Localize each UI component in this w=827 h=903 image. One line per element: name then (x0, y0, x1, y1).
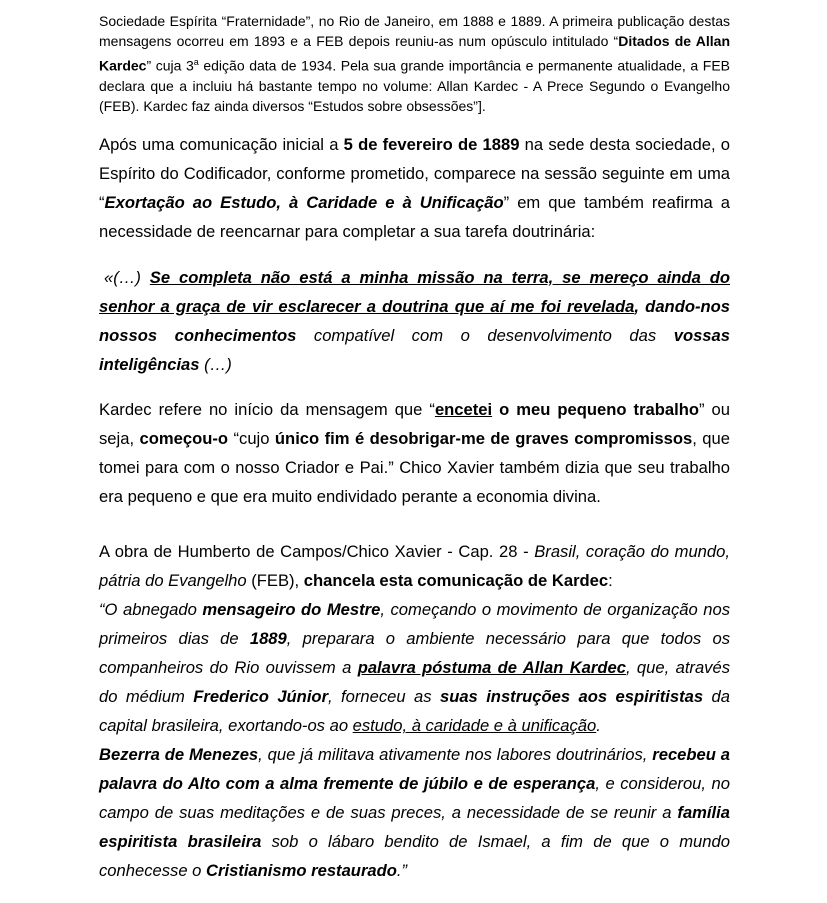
paragraph-kardec-refers (99, 395, 730, 511)
text: ” cuja 3 (146, 57, 194, 74)
bold-italic-text: , dando-nos nossos conhecimentos (99, 296, 730, 345)
italic-text: , preparara o ambiente necessário para que todos os companheiros do Rio ouvissem a (99, 629, 730, 678)
bold-title: Ditados de Allan Kardec (99, 33, 730, 74)
italic-text: , e considerou, no campo de suas meditações e de suas preces, a necessidade de se reunir a (99, 774, 730, 823)
bold-date: 5 de fevereiro de 1889 (343, 135, 520, 155)
quote-bezerra (99, 740, 730, 885)
bold-italic-text: Cristianismo restaurado (206, 861, 397, 881)
italic-text: , forneceu as (328, 687, 440, 707)
bold-italic-text: 1889 (249, 629, 287, 649)
italic-book-title: Brasil, coração do mundo, pátria do Evangelho (99, 542, 730, 591)
text: ” ou seja, (99, 400, 731, 449)
italic-text: da capital brasileira, exortando-os ao (99, 687, 731, 736)
bold-italic-text: recebeu a palavra do Alto com a alma fremente de júbilo e de esperança (99, 745, 731, 794)
document-page (99, 0, 730, 885)
quote-humberto (99, 595, 730, 740)
italic-underlined-text: estudo, à caridade e à unificação (352, 716, 597, 736)
italic-text: (…) (199, 354, 232, 374)
bold-text: chancela esta comunicação de Kardec (303, 571, 609, 591)
text: Após uma comunicação inicial a (99, 135, 344, 155)
bold-text: começou-o (139, 429, 229, 449)
text: edição data de 1934. Pela sua grande importância e permanente atualidade, a FEB declara que a incluiu há bastante tempo no volume: Allan Kardec - A Prece Segundo o Evangelho (FEB). Kardec faz ainda diversos “Estudos sobre obsessões”]. (99, 57, 730, 114)
superscript: a (193, 56, 199, 67)
text: , que tomei para com o nosso Criador e Pai.” Chico Xavier também dizia que seu trabalho era pequeno e que era muito endividado perante a economia divina. (99, 429, 730, 507)
italic-text: .” (396, 861, 408, 881)
italic-text: , que, através do médium (99, 658, 731, 707)
text: ” em que também reafirma a necessidade de reencarnar para completar a sua tarefa doutrinária: (99, 193, 730, 242)
text: “cujo (228, 429, 275, 449)
text: Kardec refere no início da mensagem que “ (99, 400, 435, 420)
italic-text: «(…) (104, 267, 150, 287)
bold-text: único fim é desobrigar-me de graves compromissos (274, 429, 693, 449)
italic-text: sob o lábaro bendito de Ismael, a fim de que o mundo conhecesse o (99, 832, 730, 881)
text: na sede desta sociedade, o Espírito do Codificador, conforme prometido, comparece na sessão seguinte em uma “ (99, 135, 731, 213)
italic-text: , que já militava ativamente nos labores doutrinários, (258, 745, 653, 765)
quote-kardec (99, 263, 730, 379)
bold-italic-text: vossas inteligências (99, 325, 730, 374)
bold-italic-text: mensageiro do Mestre (202, 600, 381, 620)
italic-text: “O abnegado (99, 600, 203, 620)
text: A obra de Humberto de Campos/Chico Xavier - Cap. 28 - (99, 542, 535, 562)
text: Sociedade Espírita “Fraternidade”, no Rio de Janeiro, em 1888 e 1889. A primeira publicação destas mensagens ocorreu em 1893 e a FEB depois reuniu-as num opúsculo intitulado “ (99, 13, 730, 50)
italic-text: compatível com o desenvolvimento das (296, 325, 674, 345)
bold-italic-text: suas instruções aos espiritistas (439, 687, 704, 707)
bold-text: o meu pequeno trabalho (492, 400, 700, 420)
bold-italic-text: Bezerra de Menezes (99, 745, 259, 765)
paragraph-first-communication (99, 130, 730, 246)
text: : (608, 571, 613, 591)
bold-italic-underlined-text: palavra póstuma de Allan Kardec (357, 658, 626, 678)
bold-underlined-word: encetei (434, 400, 493, 420)
bold-italic-title: Exortação ao Estudo, à Caridade e à Unificação (104, 193, 504, 213)
bold-italic-text: Frederico Júnior (193, 687, 329, 707)
italic-text: . (596, 716, 601, 736)
bold-italic-text: família espiritista brasileira (99, 803, 730, 852)
text: (FEB), (246, 571, 304, 591)
paragraph-intro (99, 11, 730, 116)
italic-text: , começando o movimento de organização nos primeiros dias de (99, 600, 731, 649)
underlined-quote: Se completa não está a minha missão na terra, se mereço ainda do senhor a graça de vir esclarecer a doutrina que aí me foi revelada (99, 267, 730, 316)
paragraph-humberto (99, 537, 730, 595)
